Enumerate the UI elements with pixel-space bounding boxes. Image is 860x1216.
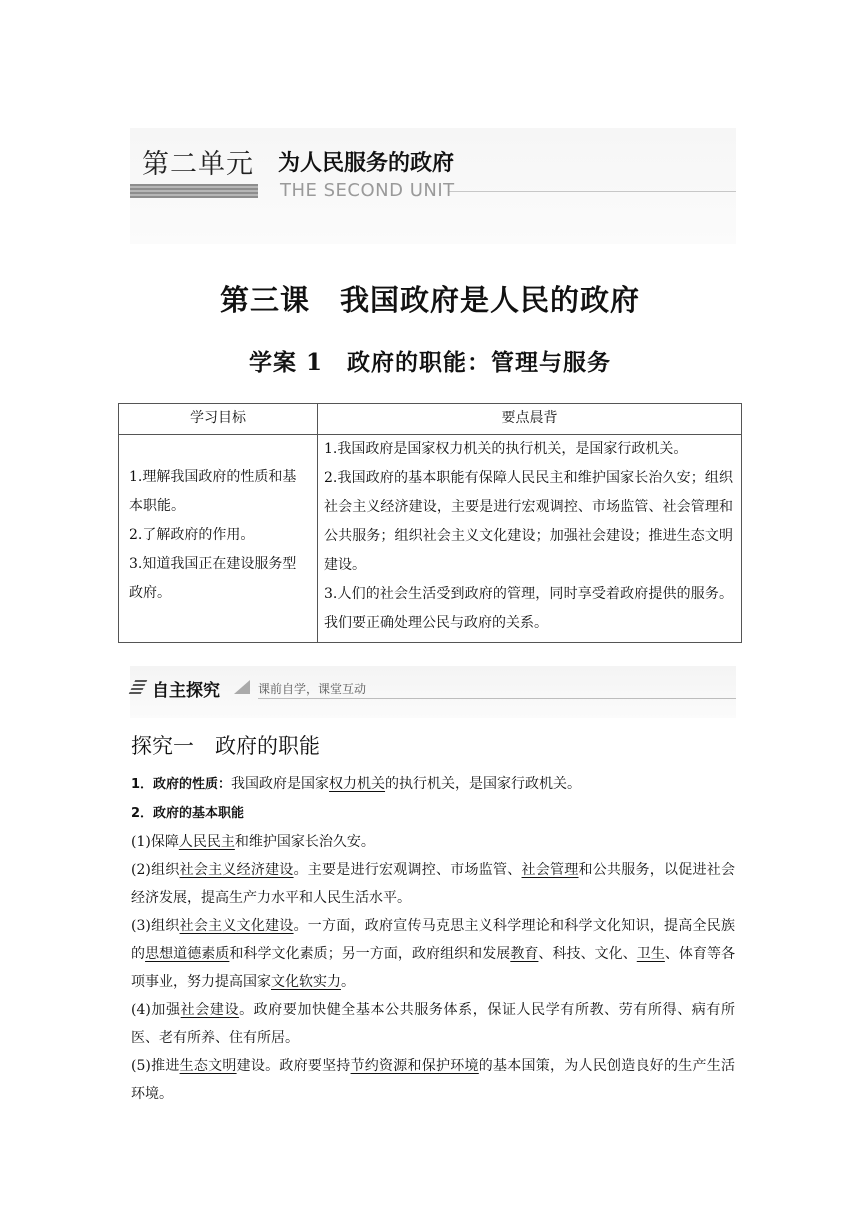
text: 。政府要加快健全基本公共服务体系，保证人民学有所教、劳有所得、病有所医、老有所养、住有所居。 (131, 1002, 736, 1046)
underlined-term: 思想道德素质 (145, 946, 230, 962)
header-learning-goals: 学习目标 (119, 404, 318, 435)
header-key-points: 要点晨背 (318, 404, 742, 435)
text: 的基本国策，为人民创造良好的生产生活环境。 (131, 1058, 736, 1102)
paragraph (131, 996, 735, 1052)
lesson-title: 第三课 我国政府是人民的政府 (219, 283, 640, 317)
underlined-term: 节约资源和保护环境 (350, 1058, 479, 1074)
paragraph (131, 770, 735, 799)
case-title: 学案 1 政府的职能：管理与服务 (248, 349, 611, 376)
unit-english-title: THE SECOND UNIT (280, 180, 455, 201)
text: (2)组织 (131, 862, 180, 878)
unit-banner (130, 128, 736, 244)
underlined-term: 教育 (510, 946, 539, 962)
section-subtitle: 课前自学，课堂互动 (258, 682, 367, 696)
goal-item: 1.理解我国政府的性质和基本职能。 (129, 469, 297, 514)
explore-title: 探究一 政府的职能 (131, 734, 320, 758)
body-text (131, 770, 735, 1108)
banner-line (448, 191, 736, 192)
section-header (130, 666, 736, 718)
text: 和科学文化素质；另一方面，政府组织和发展 (229, 946, 511, 962)
paragraph (131, 912, 735, 996)
text: 和维护国家长治久安。 (234, 834, 375, 850)
bold-lead: 2．政府的基本职能 (131, 806, 245, 821)
underlined-term: 社会建设 (180, 1002, 240, 1018)
bold-lead: 1．政府的性质： (131, 777, 232, 792)
underlined-term: 权力机关 (329, 776, 386, 792)
point-item: 3.人们的社会生活受到政府的管理，同时享受着政府提供的服务。我们要正确处理公民与政府的关系。 (324, 586, 733, 631)
goals-cell (119, 435, 318, 643)
text: 。主要是进行宏观调控、市场监管、 (293, 862, 522, 878)
goal-item: 3.知道我国正在建设服务型政府。 (129, 556, 297, 601)
point-item: 1.我国政府是国家权力机关的执行机关，是国家行政机关。 (324, 441, 688, 457)
section-name: 自主探究 (152, 681, 220, 701)
text: (4)加强 (131, 1002, 181, 1018)
points-cell (318, 435, 742, 643)
text: 。一方面，政府宣传马克思主义科学理论和科学文化知识，提高全民族的 (131, 918, 735, 962)
text: 建设。政府要坚持 (236, 1058, 351, 1074)
triangle-icon (234, 680, 250, 694)
underlined-term: 人民民主 (178, 834, 235, 850)
text: 、科技、文化、 (538, 946, 637, 962)
paragraph (131, 828, 735, 856)
text: 的执行机关，是国家行政机关。 (385, 776, 582, 792)
goals-table (118, 403, 742, 643)
underlined-term: 文化软实力 (271, 974, 341, 990)
stripes-icon (129, 680, 148, 694)
underlined-term: 卫生 (636, 946, 665, 962)
paragraph (131, 856, 735, 912)
unit-label: 第二单元 (142, 149, 254, 180)
unit-title: 为人民服务的政府 (278, 151, 455, 176)
banner-stripe (130, 184, 258, 198)
text: (5)推进 (131, 1058, 180, 1074)
point-item: 2.我国政府的基本职能有保障人民民主和维护国家长治久安；组织社会主义经济建设，主要是进行宏观调控、市场监管、社会管理和公共服务；组织社会主义文化建设；加强社会建设；推进生态文明建设。 (324, 470, 733, 573)
text: 我国政府是国家 (231, 776, 330, 792)
paragraph (131, 799, 735, 828)
underlined-term: 社会主义经济建设 (179, 862, 294, 878)
text: 、体育等各项事业，努力提高国家 (131, 946, 736, 990)
underlined-term: 社会主义文化建设 (179, 918, 294, 934)
underlined-term: 社会管理 (521, 862, 579, 878)
goal-item: 2.了解政府的作用。 (129, 527, 255, 543)
text: (1)保障 (131, 834, 179, 850)
underlined-term: 生态文明 (179, 1058, 237, 1074)
section-line (258, 698, 736, 699)
paragraph (131, 1052, 735, 1108)
text: 。 (341, 974, 355, 990)
text: (3)组织 (131, 918, 180, 934)
text: 和公共服务，以促进社会经济发展，提高生产力水平和人民生活水平。 (131, 862, 736, 906)
